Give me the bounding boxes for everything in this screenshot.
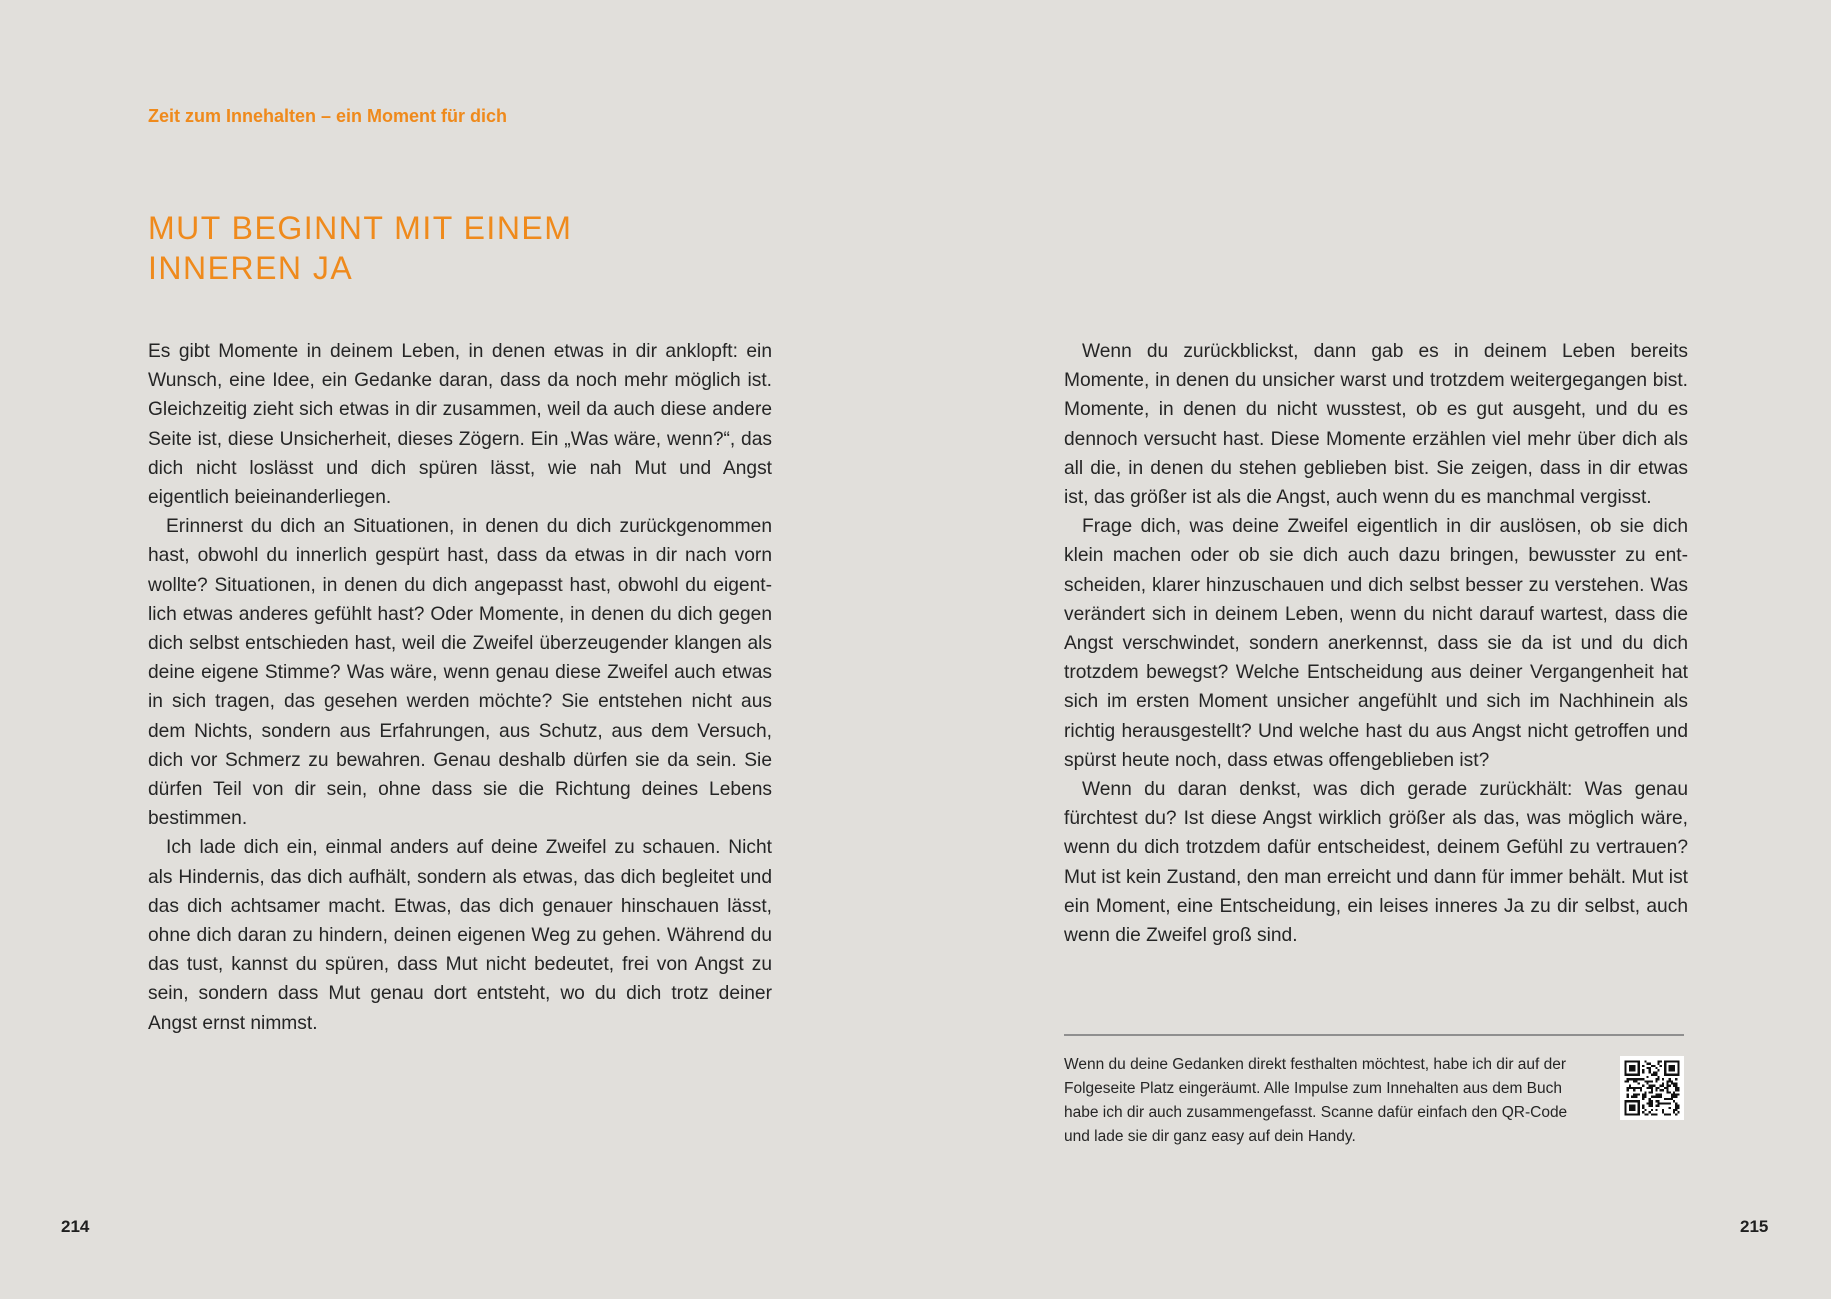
qr-note-text: Wenn du deine Gedanken direkt festhalten möchtest, habe ich dir auf der Folgeseite Platz eingeräumt. Alle Impulse zum Innehalten aus dem Buch habe ich dir auch zusammengefasst. Scanne dafür einfach den QR-Code und lade sie dir ganz easy auf dein Handy. xyxy=(1064,1056,1568,1145)
body-paragraph: Wenn du zurückblickst, dann gab es in deinem Leben bereits Momente, in denen du unsicher warst und trotzdem weitergegangen bist. Momente, in denen du nicht wusstest, ob es gut ausgeht, und du es dennoch versucht hast. Diese Momente erzählen viel mehr über dich als all die, in denen du stehen geblieben bist. Sie zeigen, dass in dir etwas ist, das größer ist als die Angst, auch wenn du es manchmal vergisst. xyxy=(1064,341,1688,509)
left-body-text xyxy=(148,337,772,1038)
section-kicker: Zeit zum Innehalten – ein Moment für dich xyxy=(148,106,508,126)
body-paragraph: Es gibt Momente in deinem Leben, in denen etwas in dir anklopft: ein Wunsch, eine Idee, ein Gedanke daran, dass da noch mehr möglich ist. Gleichzeitig zieht sich etwas in dir zusammen, weil da auch diese andere Seite ist, diese Unsicherheit, dieses Zögern. Ein „Was wäre, wenn?“, das dich nicht loslässt und dich spüren lässt, wie nah Mut und Angst eigentlich beieinanderliegen. xyxy=(148,341,772,509)
footnote-divider xyxy=(1064,1034,1684,1036)
body-paragraph: Frage dich, was deine Zweifel eigentlich in dir auslösen, ob sie dich klein machen oder ob sie dich auch dazu bringen, bewusster zu entscheiden, klarer hinzuschauen und dich selbst besser zu verstehen. Was verändert sich in deinem Leben, wenn du nicht darauf wartest, dass die Angst verschwindet, sondern anerkennst, dass sie da ist und du dich trotzdem bewegst? Welche Entscheidung aus deiner Vergangenheit hat sich im ersten Moment unsicher angefühlt und sich im Nachhinein als richtig herausgestellt? Und welche hast du aus Angst nicht getroffen und spürst heute noch, dass etwas offengeblieben ist? xyxy=(1064,516,1688,771)
body-paragraph: Wenn du daran denkst, was dich gerade zurückhält: Was genau fürchtest du? Ist diese Angst wirklich größer als das, was möglich wäre, wenn du dich trotzdem dafür entscheidest, deinem Gefühl zu vertrauen? Mut ist kein Zustand, den man erreicht und dann für immer behält. Mut ist ein Moment, eine Entscheidung, ein leises inneres Ja zu dir selbst, auch wenn die Zweifel groß sind. xyxy=(1064,779,1688,947)
chapter-headline xyxy=(148,208,572,288)
headline-line-1: MUT BEGINNT MIT EINEM xyxy=(148,210,573,246)
right-body-text xyxy=(1064,337,1688,950)
headline-line-2: INNEREN JA xyxy=(148,250,354,286)
page-number-left: 214 xyxy=(61,1217,90,1236)
qr-code-icon[interactable] xyxy=(1620,1056,1684,1120)
page-number-right: 215 xyxy=(1740,1217,1769,1236)
body-paragraph: Ich lade dich ein, einmal anders auf deine Zweifel zu schauen. Nicht als Hindernis, das dich aufhält, sondern als etwas, das dich begleitet und das dich achtsamer macht. Etwas, das dich genauer hinschauen lässt, ohne dich daran zu hindern, deinen eigenen Weg zu gehen. Während du das tust, kannst du spüren, dass Mut nicht bedeutet, frei von Angst zu sein, sondern dass Mut genau dort entsteht, wo du dich trotz deiner Angst ernst nimmst. xyxy=(148,837,772,1034)
body-paragraph: Erinnerst du dich an Situationen, in denen du dich zurückgenommen hast, obwohl du innerlich gespürt hast, dass da etwas in dir nach vorn wollte? Situationen, in denen du dich angepasst hast, obwohl du eigentlich etwas anderes gefühlt hast? Oder Momente, in denen du dich gegen dich selbst entschieden hast, weil die Zweifel überzeugender klangen als deine eigene Stimme? Was wäre, wenn genau diese Zweifel auch etwas in sich tragen, das gesehen werden möchte? Sie entstehen nicht aus dem Nichts, sondern aus Erfahrungen, aus Schutz, aus dem Versuch, dich vor Schmerz zu bewahren. Genau deshalb dürfen sie da sein. Sie dürfen Teil von dir sein, ohne dass sie die Richtung deines Lebens bestimmen. xyxy=(148,516,772,830)
